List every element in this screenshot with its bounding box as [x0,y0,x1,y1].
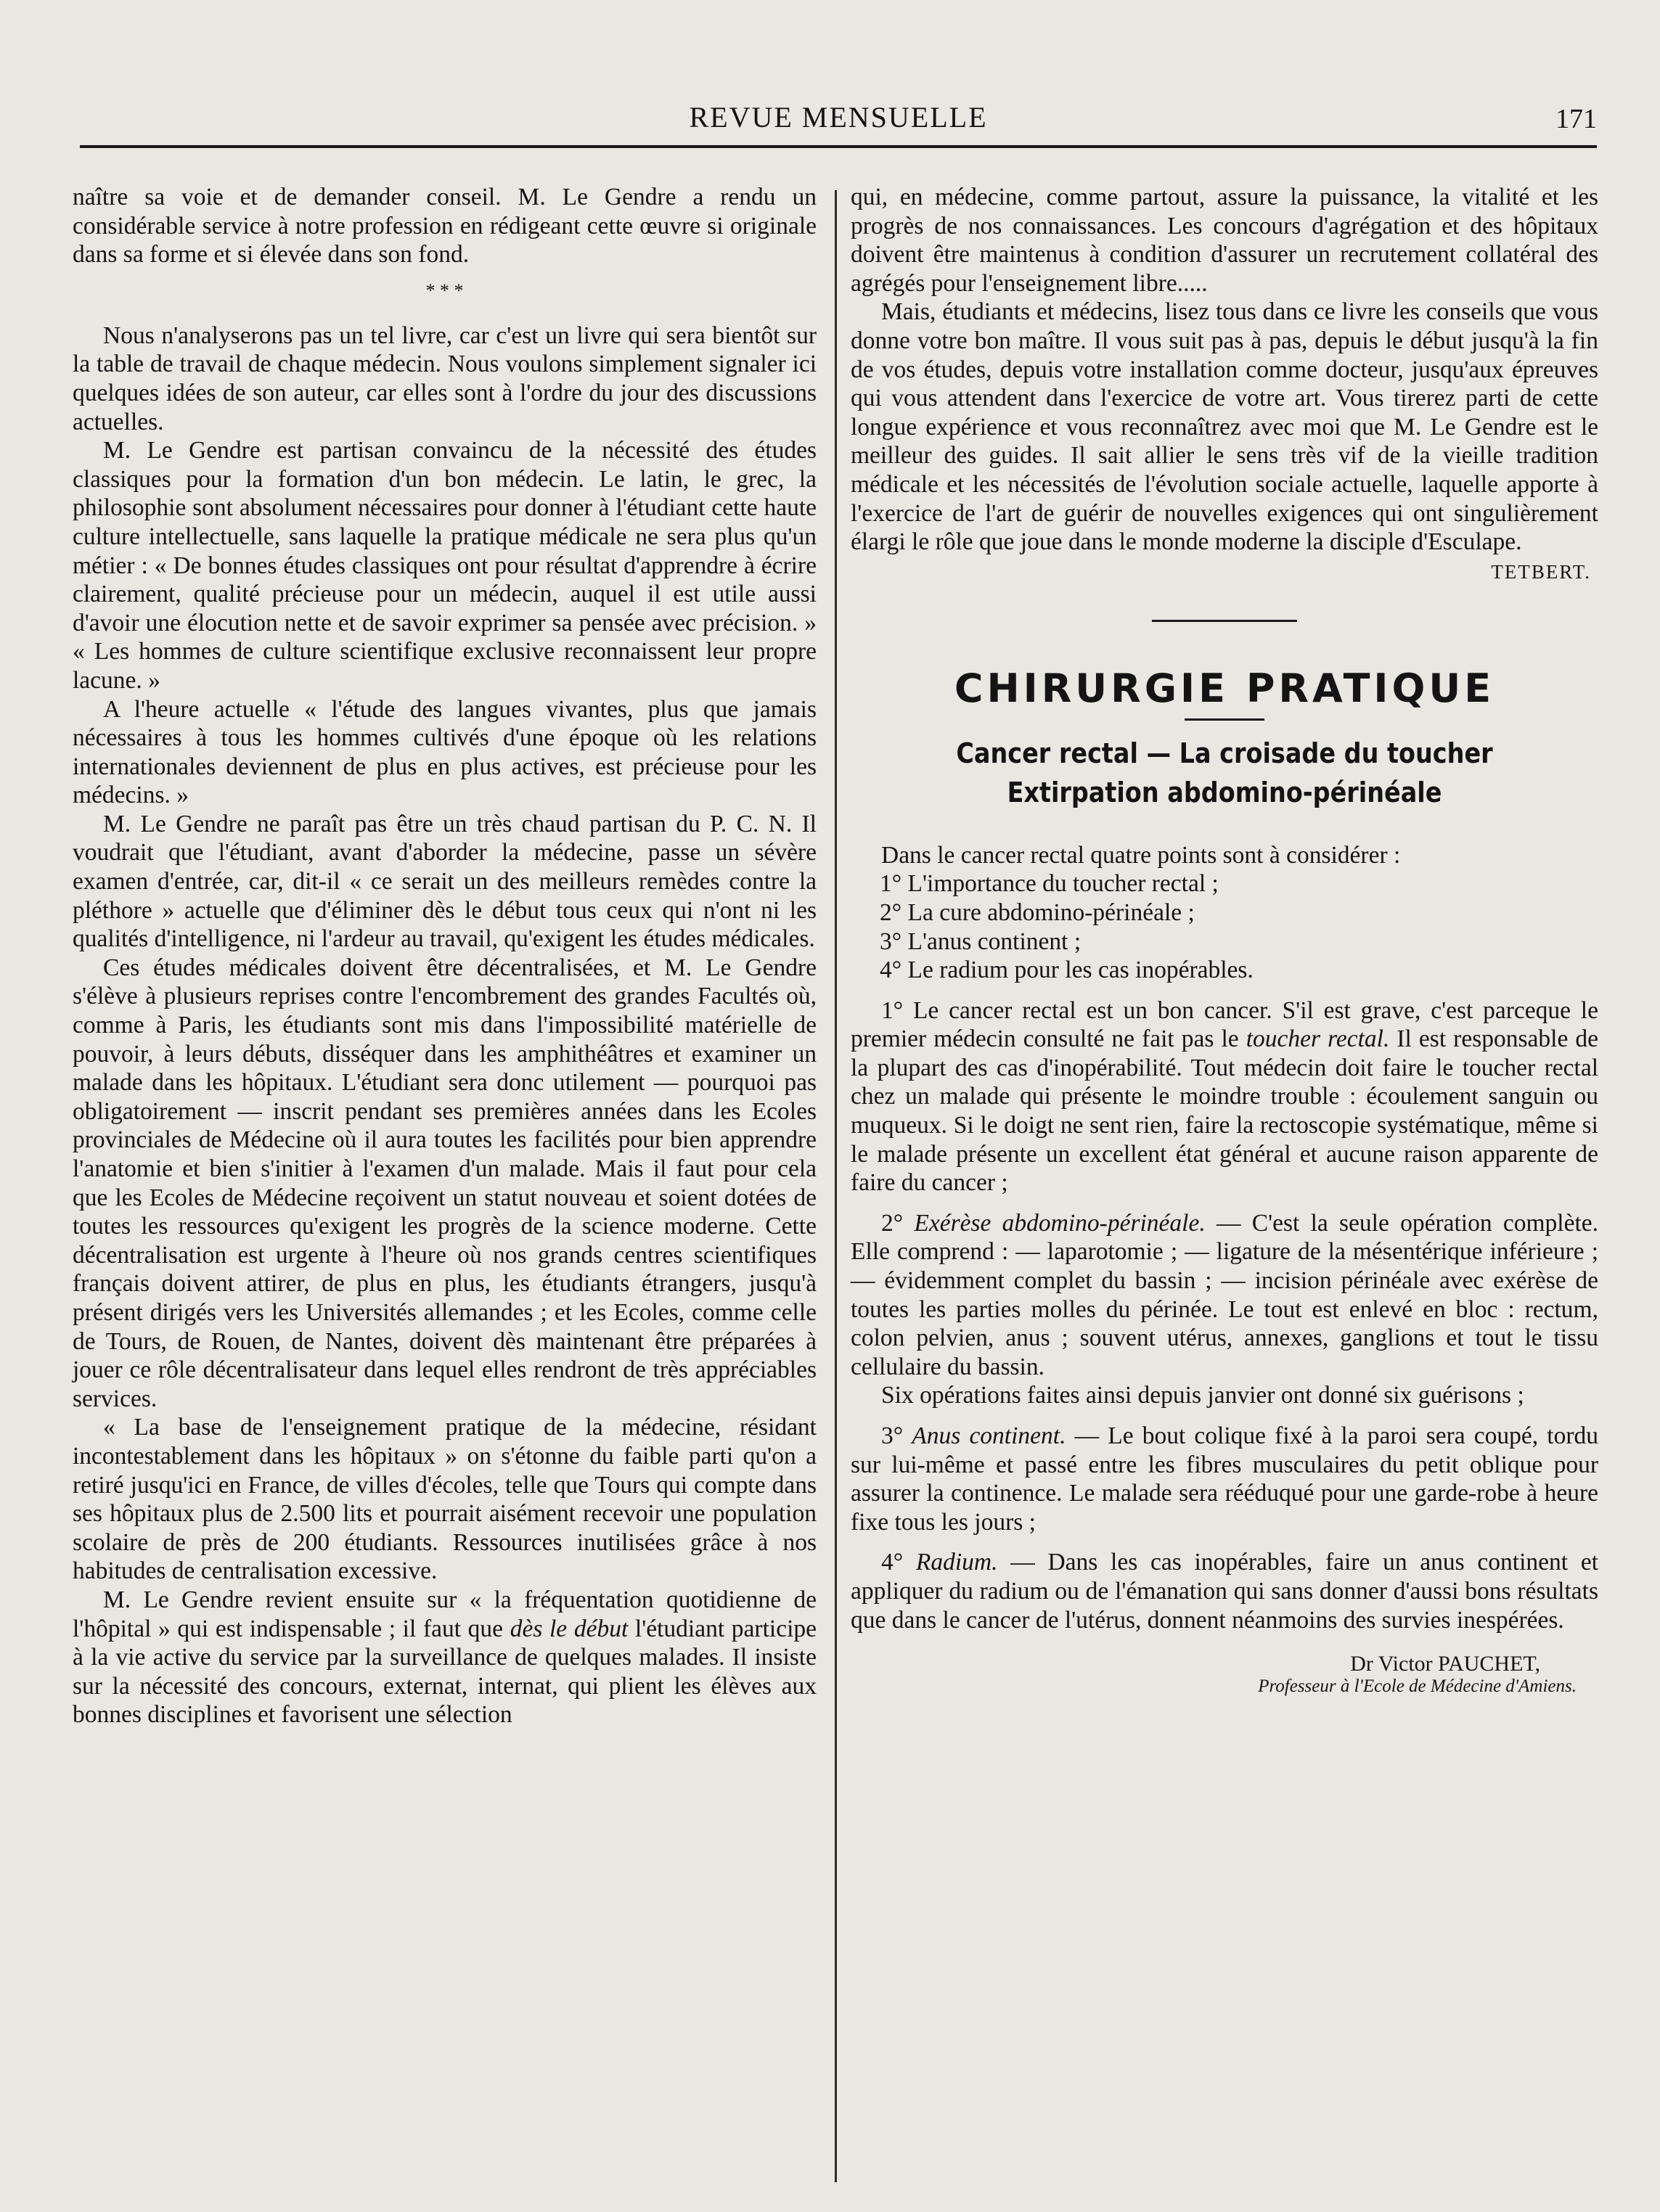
text-run: M. Le Gendre revient ensuite sur « la fréquentation quotidienne de l'hôpital » qui est indispensable ; il faut que [73,1586,817,1642]
italic-run: dès le début [510,1615,629,1642]
text-run: 4° [881,1549,916,1576]
paragraph [851,996,1598,1197]
list-item: 1° L'importance du toucher rectal ; [880,870,1219,898]
paragraph: « La base de l'enseignement pratique de la médecine, résidant incontestablement dans les hôpitaux » on s'étonne du faible parti qu'on a retiré jusqu'ici en France, de villes d'écoles, telle que Tours qui compte dans ses hôpitaux plus de 2.500 lits et pourrait aisément recevoir une population scolaire de près de 200 étudiants. Ressources inutilisées grâce à nos habitudes de centralisation excessive. [73,1414,817,1585]
section-title: CHIRURGIE PRATIQUE [954,665,1495,711]
header-rule [80,145,1597,148]
subtitle-line: Extirpation abdomino-périnéale [1007,776,1442,808]
author-affiliation: Professeur à l'Ecole de Médecine d'Amiens. [1258,1676,1577,1697]
paragraph [851,1422,1598,1536]
article-subtitle [896,734,1553,812]
paragraph: naître sa voie et de demander conseil. M. Le Gendre a rendu un considérable service à notre profession en rédigeant cette œuvre si originale dans sa forme et si élevée dans son fond. [73,184,817,269]
italic-run: Radium. [915,1549,998,1576]
journal-title: REVUE MENSUELLE [689,101,988,134]
list-item: 2° La cure abdomino-périnéale ; [880,898,1195,926]
italic-run: toucher rectal. [1246,1025,1390,1053]
paragraph: A l'heure actuelle « l'étude des langues vivantes, plus que jamais nécessaires à tous les hommes cultivés d'une époque où les relations internationales deviennent de plus en plus actives, est précieuse pour les médecins. » [73,695,817,809]
text-run: Il est responsable de la plupart des cas d'inopérabilité. Tout médecin doit faire le toucher rectal chez un malade qui présente le moindre trouble : écoulement sanguin ou muqueux. Si le doigt ne sent rien, faire la rectoscopie systématique, même si le malade présente un excellent état général et aucune raison apparente de faire du cancer ; [851,1025,1598,1197]
paragraph: Ces études médicales doivent être décentralisées, et M. Le Gendre s'élève à plusieurs reprises contre l'encombrement des grandes Facultés où, comme à Paris, les étudiants sont mis dans l'impossibilité matérielle de pouvoir, à leurs débuts, disséquer dans les amphithéâtres et examiner un malade dans les hôpitaux. L'étudiant sera donc utilement — pourquoi pas obligatoirement — inscrit pendant ses premières années dans les Ecoles provinciales de Médecine où il aura toutes les facilités pour bien apprendre l'anatomie et bien s'initier à l'examen d'un malade. Mais il faut pour cela que les Ecoles de Médecine reçoivent un statut nouveau et soient dotées de toutes les ressources qu'exigent les progrès de la science moderne. Cette décentralisation est urgente à l'heure où nos grands centres scientifiques français doivent attirer, de plus en plus, les étudiants étrangers, jusqu'à présent dirigés vers les Universités allemandes ; et les Ecoles, comme celle de Tours, de Rouen, de Nantes, doivent dès maintenant être préparées à jouer ce rôle décentralisateur dans lequel elles rendront de très appréciables services. [73,954,817,1412]
subtitle-line: Cancer rectal — La croisade du toucher [956,737,1493,769]
section-break-stars: * * * [425,279,464,301]
paragraph: M. Le Gendre ne paraît pas être un très chaud partisan du P. C. N. Il voudrait que l'étudiant, avant d'aborder la médecine, passe un sévère examen d'entrée, car, dit-il « ce serait un des meilleurs remèdes contre la pléthore » actuelle que d'éliminer dès le début tous ceux qui n'ont ni les qualités d'intelligence, ni l'ardeur au travail, qu'exigent les études médicales. [73,810,817,953]
left-column [73,183,817,1729]
points-list [851,869,1598,984]
paragraph [851,1548,1598,1634]
paragraph: qui, en médecine, comme partout, assure la puissance, la vitalité et les progrès de nos connaissances. Les concours d'agrégation et des hôpitaux doivent être maintenus à condition d'assurer un recrutement collatéral des agrégés pour l'enseignement libre..... [851,184,1598,297]
text-run: 3° [881,1422,912,1449]
text-run: 1° Le cancer rectal est un bon cancer. S'il est grave, c'est parceque le premier médecin consulté ne fait pas le [851,996,1598,1053]
text-run: — Le bout colique fixé à la paroi sera coupé, tordu sur lui-même et passé entre les fibres musculaires du petit oblique pour assurer la continence. Le malade sera rééduqué pour une garde-robe à heure fixe tous les jours ; [851,1422,1598,1536]
paragraph: Dans le cancer rectal quatre points sont à considérer : [881,841,1401,869]
title-rule [1185,718,1264,721]
signature: TETBERT. [1491,560,1591,583]
right-column [851,183,1598,1697]
italic-run: Exérèse abdomino-périnéale. [914,1209,1206,1237]
text-run: — C'est la seule opération complète. Elle comprend : — laparotomie ; — ligature de la mésentérique inférieure ; — évidemment complet du bassin ; — incision périnéale avec exérèse de toutes les parties molles du périnée. Le tout est enlevé en bloc : rectum, colon pelvien, anus ; souvent utérus, annexes, ganglions et tout le tissu cellulaire du bassin. [851,1209,1598,1380]
text-run: — Dans les cas inopérables, faire un anus continent et appliquer du radium ou de l'émanation qui sans donner d'aussi bons résultats que dans le cancer de l'utérus, donnent néanmoins des survies inespérées. [851,1549,1598,1634]
list-item: 3° L'anus continent ; [880,927,1082,955]
paragraph: Nous n'analyserons pas un tel livre, car c'est un livre qui sera bientôt sur la table de travail de chaque médecin. Nous voulons simplement signaler ici quelques idées de son auteur, car elles sont à l'ordre du jour des discussions actuelles. [73,321,817,435]
paragraph: M. Le Gendre est partisan convaincu de la nécessité des études classiques pour la formation d'un bon médecin. Le latin, le grec, la philosophie sont absolument nécessaires pour donner à l'étudiant cette haute culture intellectuelle, sans laquelle la pratique médicale ne sera plus qu'un métier : « De bonnes études classiques ont pour résultat d'apprendre à écrire clairement, qualité précieuse pour un médecin, auquel il est utile aussi d'avoir une élocution nette et de savoir exprimer sa pensée avec précision. » « Les hommes de culture scientifique exclusive reconnaissent leur propre lacune. » [73,437,817,694]
list-item: 4° Le radium pour les cas inopérables. [880,957,1254,984]
paragraph: Six opérations faites ainsi depuis janvier ont donné six guérisons ; [881,1382,1524,1409]
page-number: 171 [1555,104,1597,134]
running-head [80,93,1597,136]
paragraph: Mais, étudiants et médecins, lisez tous dans ce livre les conseils que vous donne votre bon maître. Il vous suit pas à pas, depuis le début jusqu'à la fin de vos études, depuis votre installation comme docteur, jusqu'aux épreuves qui vous attendent dans l'exercice de votre art. Vous tirerez parti de cette longue expérience et vous reconnaîtrez avec moi que M. Le Gendre est le meilleur des guides. Il sait allier le sens très vif de la vieille tradition médicale et les nécessités de l'évolution sociale actuelle, laquelle apporte à l'exercice de l'art de guérir de nouvelles exigences qui ont singulièrement élargi le rôle que joue dans le monde moderne la disciple d'Esculape. [851,298,1598,556]
paragraph [851,1209,1598,1382]
column-divider [835,190,837,2182]
paragraph [73,1586,817,1729]
text-run: 2° [881,1209,915,1237]
italic-run: Anus continent. [912,1422,1066,1449]
author-name: Dr Victor PAUCHET, [1350,1652,1540,1676]
article-separator [1152,620,1297,622]
text-run: l'étudiant participe à la vie active du service par la surveillance de quelques malades. Il insiste sur la nécessité des concours, externat, internat, qui plient les élèves aux bonnes disciplines et favorisent une sélection [73,1615,817,1729]
